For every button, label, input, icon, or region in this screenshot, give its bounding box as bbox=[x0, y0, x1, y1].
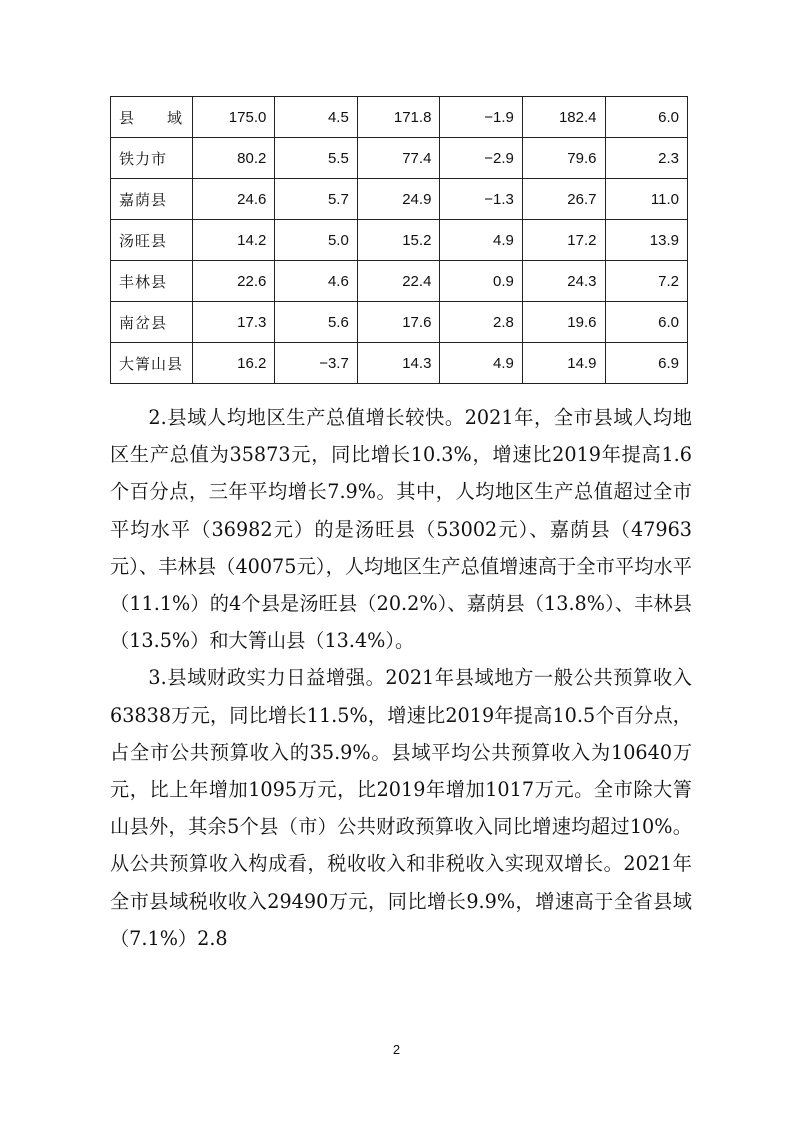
table-row bbox=[111, 261, 688, 302]
table-cell: 24.6 bbox=[192, 179, 275, 220]
table-cell: −1.3 bbox=[440, 179, 522, 220]
table-cell: 16.2 bbox=[192, 343, 275, 384]
table-cell: 4.5 bbox=[275, 97, 357, 138]
table-cell: 6.0 bbox=[605, 97, 688, 138]
table-cell: 26.7 bbox=[522, 179, 605, 220]
body-text bbox=[110, 399, 692, 957]
row-name: 南岔县 bbox=[111, 302, 193, 343]
row-name: 丰林县 bbox=[111, 261, 193, 302]
table-cell: 22.4 bbox=[357, 261, 440, 302]
table-cell: 11.0 bbox=[605, 179, 688, 220]
table-cell: 14.2 bbox=[192, 220, 275, 261]
paragraph-per-capita-gdp: 2.县域人均地区生产总值增长较快。2021年，全市县域人均地区生产总值为35873元，同比增长10.3%，增速比2019年提高1.6个百分点，三年平均增长7.9%。其中，人均地区生产总值超过全市平均水平（36982元）的是汤旺县（53002元）、嘉荫县（47963元）、丰林县（40075元），人均地区生产总值增速高于全市平均水平（11.1%）的4个县是汤旺县（20.2%）、嘉荫县（13.8%）、丰林县（13.5%）和大箐山县（13.4%）。 bbox=[110, 406, 692, 653]
table-cell: −3.7 bbox=[275, 343, 357, 384]
table-cell: 171.8 bbox=[357, 97, 440, 138]
table-cell: −1.9 bbox=[440, 97, 522, 138]
table-cell: 14.3 bbox=[357, 343, 440, 384]
row-name: 嘉荫县 bbox=[111, 179, 193, 220]
table-cell: 2.8 bbox=[440, 302, 522, 343]
table-cell: 79.6 bbox=[522, 138, 605, 179]
table-cell: 5.5 bbox=[275, 138, 357, 179]
page-number: 2 bbox=[392, 1042, 401, 1057]
row-name: 铁力市 bbox=[111, 138, 193, 179]
table-cell: 15.2 bbox=[357, 220, 440, 261]
row-name: 汤旺县 bbox=[111, 220, 193, 261]
table-row bbox=[111, 138, 688, 179]
table-cell: 77.4 bbox=[357, 138, 440, 179]
table-row bbox=[111, 220, 688, 261]
table-cell: 22.6 bbox=[192, 261, 275, 302]
table-row bbox=[111, 343, 688, 384]
table-cell: 6.9 bbox=[605, 343, 688, 384]
table-cell: 0.9 bbox=[440, 261, 522, 302]
county-data-table bbox=[110, 96, 688, 384]
table-cell: 182.4 bbox=[522, 97, 605, 138]
table-cell: 5.7 bbox=[275, 179, 357, 220]
table-cell: 13.9 bbox=[605, 220, 688, 261]
paragraph-fiscal-strength: 3.县域财政实力日益增强。2021年县域地方一般公共预算收入63838万元，同比增长11.5%，增速比2019年提高10.5个百分点，占全市公共预算收入的35.9%。县域平均公共预算收入为10640万元，比上年增加1095万元，比2019年增加1017万元。全市除大箐山县外，其余5个县（市）公共财政预算收入同比增速均超过10%。从公共预算收入构成看，税收收入和非税收入实现双增长。2021年全市县域税收收入29490万元，同比增长9.9%，增速高于全省县域（7.1%）2.8 bbox=[110, 666, 692, 950]
table-cell: 19.6 bbox=[522, 302, 605, 343]
table-cell: 6.0 bbox=[605, 302, 688, 343]
table-cell: 24.3 bbox=[522, 261, 605, 302]
table-row bbox=[111, 97, 688, 138]
table-row bbox=[111, 179, 688, 220]
table-cell: 17.6 bbox=[357, 302, 440, 343]
table-cell: 17.3 bbox=[192, 302, 275, 343]
table-cell: 4.6 bbox=[275, 261, 357, 302]
table-cell: 24.9 bbox=[357, 179, 440, 220]
table-cell: 2.3 bbox=[605, 138, 688, 179]
table-row bbox=[111, 302, 688, 343]
table-cell: 5.6 bbox=[275, 302, 357, 343]
table-cell: 14.9 bbox=[522, 343, 605, 384]
row-name: 县 域 bbox=[111, 97, 193, 138]
table-cell: 80.2 bbox=[192, 138, 275, 179]
table-cell: 4.9 bbox=[440, 343, 522, 384]
table-cell: 175.0 bbox=[192, 97, 275, 138]
row-name: 大箐山县 bbox=[111, 343, 193, 384]
table-cell: 17.2 bbox=[522, 220, 605, 261]
table-cell: 4.9 bbox=[440, 220, 522, 261]
table-cell: 5.0 bbox=[275, 220, 357, 261]
table-cell: −2.9 bbox=[440, 138, 522, 179]
table-cell: 7.2 bbox=[605, 261, 688, 302]
